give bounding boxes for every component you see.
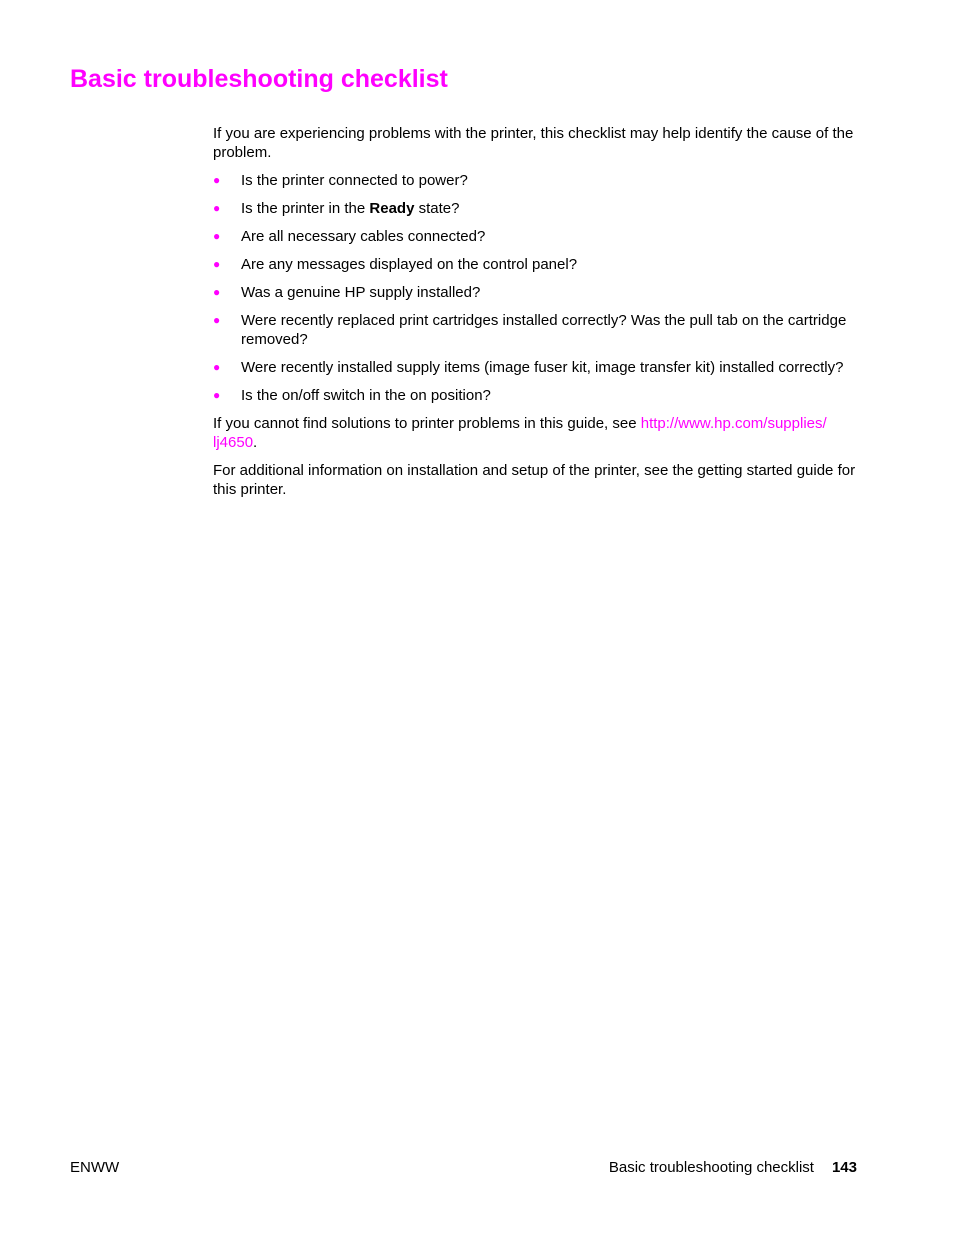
- bullet-dot-icon: ●: [213, 360, 221, 374]
- checklist-item: [213, 386, 858, 405]
- checklist-item-text: Are any messages displayed on the control panel?: [241, 256, 578, 273]
- hp-supplies-link-line1: http://www.hp.com/supplies/: [640, 415, 827, 432]
- footer-left-label: ENWW: [70, 1159, 120, 1176]
- footer-right: [609, 1158, 857, 1177]
- checklist-item-text: Is the printer connected to power?: [241, 172, 468, 189]
- bullet-dot-icon: ●: [213, 257, 221, 271]
- checklist-item-text-end: state?: [414, 200, 460, 217]
- hp-supplies-link-line2: lj4650: [213, 434, 254, 451]
- bullet-dot-icon: ●: [213, 285, 221, 299]
- checklist-item-text: Is the on/off switch in the on position?: [241, 387, 491, 404]
- checklist-item: [213, 255, 858, 274]
- bullet-dot-icon: ●: [213, 173, 221, 187]
- solutions-end: .: [253, 434, 258, 451]
- checklist-item-text: Was a genuine HP supply installed?: [241, 284, 481, 301]
- checklist-item: [213, 227, 858, 246]
- intro-paragraph: If you are experiencing problems with the printer, this checklist may help identify the cause of the problem.: [213, 125, 854, 161]
- bullet-dot-icon: ●: [213, 313, 221, 327]
- bullet-dot-icon: ●: [213, 388, 221, 402]
- page-number: 143: [831, 1159, 857, 1176]
- checklist-item: [213, 283, 858, 302]
- checklist-item-text: Are all necessary cables connected?: [241, 228, 486, 245]
- bullet-dot-icon: ●: [213, 201, 221, 215]
- bullet-dot-icon: ●: [213, 229, 221, 243]
- solutions-text: If you cannot find solutions to printer problems in this guide, see: [213, 415, 641, 432]
- checklist-item-text: Were recently installed supply items (image fuser kit, image transfer kit) installed correctly?: [241, 359, 844, 376]
- checklist-item-text: Is the printer in the: [241, 200, 370, 217]
- page-title: Basic troubleshooting checklist: [70, 65, 448, 93]
- footer-section-title: Basic troubleshooting checklist: [608, 1159, 814, 1176]
- checklist-item: [213, 358, 858, 377]
- ready-state-label: Ready: [369, 200, 415, 217]
- checklist-item: [213, 171, 858, 190]
- checklist-item-text: Were recently replaced print cartridges installed correctly? Was the pull tab on the cartridge removed?: [241, 312, 847, 348]
- main-content: [213, 124, 858, 508]
- additional-info-paragraph: For additional information on installation and setup of the printer, see the getting started guide for this printer.: [213, 462, 856, 498]
- troubleshooting-checklist: [213, 171, 858, 405]
- solutions-paragraph: [213, 414, 858, 452]
- checklist-item: [213, 199, 858, 218]
- checklist-item: [213, 311, 858, 349]
